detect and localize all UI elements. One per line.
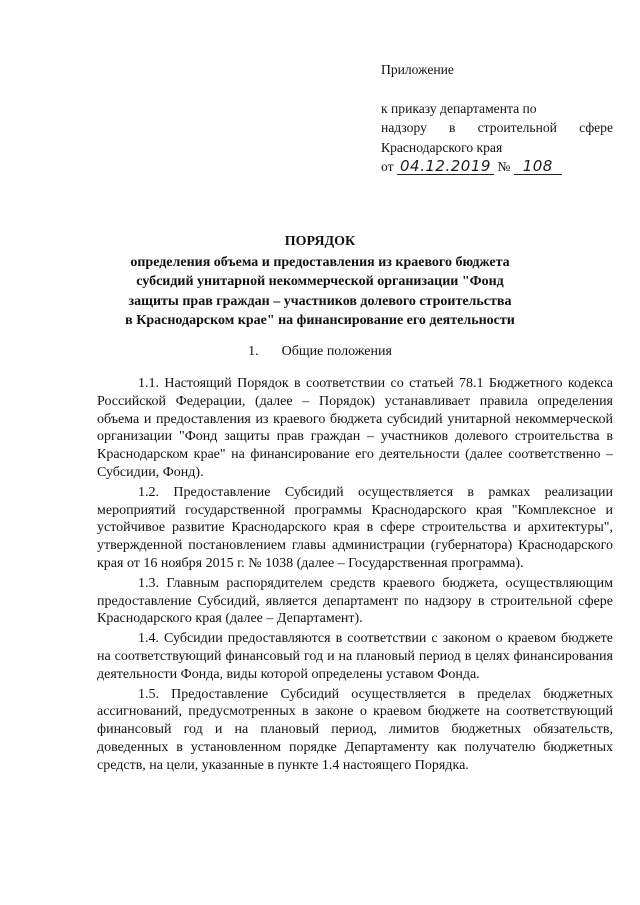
title-sub-line-2: субсидий унитарной некоммерческой организации "Фонд (136, 274, 504, 289)
paragraph-1-5: 1.5. Предоставление Субсидий осуществляется в пределах бюджетных ассигнований, предусмотренных в законе о краевом бюджете на соответствующий финансовый год и на плановый период, лимитов бюджетных обязательств, доведенных в установленном порядке Департаменту как получателю бюджетных средств, на цели, указанные в пункте 1.4 настоящего Порядка. (97, 686, 613, 773)
document-title (100, 232, 540, 331)
section-number: 1. (248, 344, 259, 359)
annex-date-line (381, 157, 613, 177)
handwritten-number: 108 (514, 159, 562, 175)
annex-line-3: Краснодарского края (381, 139, 503, 155)
annex-number-sign: № (497, 159, 511, 174)
annex-block (381, 60, 613, 177)
paragraph-1-1: 1.1. Настоящий Порядок в соответствии со статьей 78.1 Бюджетного кодекса Российской Федерации, (далее – Порядок) устанавливает правила определения объема и предоставления из краевого бюджета субсидий унитарной некоммерческой организации "Фонд защиты прав граждан – участников долевого строительства в Краснодарском крае" на финансирование его деятельности (далее соответственно – Субсидии, Фонд). (97, 376, 613, 480)
annex-line-1: к приказу департамента по (381, 100, 537, 116)
paragraph-1-3: 1.3. Главным распорядителем средств краевого бюджета, осуществляющим предоставление Субсидий, является департамент по надзору в строительной сфере Краснодарского края (далее – Департамент). (97, 575, 613, 627)
handwritten-date: 04.12.2019 (397, 159, 494, 175)
section-heading (0, 344, 640, 360)
section-label: Общие положения (281, 344, 392, 359)
annex-line-2: надзору в строительной сфере (381, 120, 613, 135)
title-sub-line-3: защиты прав граждан – участников долевого строительства (128, 293, 512, 309)
title-sub-line-1: определения объема и предоставления из краевого бюджета (130, 254, 510, 270)
document-body (97, 375, 613, 777)
title-sub-line-4: в Краснодарском крае" на финансирование его деятельности (125, 313, 515, 328)
annex-title: Приложение (381, 62, 454, 77)
paragraph-1-2: 1.2. Предоставление Субсидий осуществляется в рамках реализации мероприятий государственной программы Краснодарского края "Комплексное и устойчивое развитие Краснодарского края в сфере строительства и архитектуры", утвержденной постановлением главы администрации (губернатора) Краснодарского края от 16 ноября 2015 г. № 1038 (далее – Государственная программа). (97, 484, 613, 571)
title-main: ПОРЯДОК (284, 234, 356, 249)
annex-date-prefix: от (381, 159, 394, 174)
paragraph-1-4: 1.4. Субсидии предоставляются в соответствии с законом о краевом бюджете на соответствующий финансовый год и на плановый период в целях финансирования деятельности Фонда, виды которой определены уставом Фонда. (97, 631, 613, 682)
